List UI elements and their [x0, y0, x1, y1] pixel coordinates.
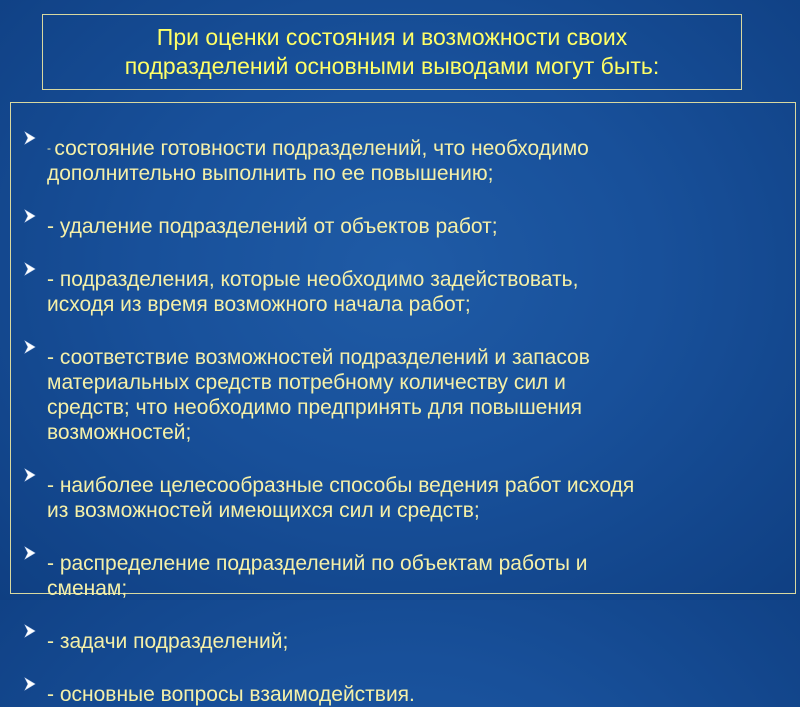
list-item: [21, 657, 785, 707]
bullet-text: - наиболее целесообразные способы ведения работ исходя из возможностей имеющихся сил и средств;: [47, 474, 635, 522]
arrow-bullet-icon: [23, 117, 37, 131]
bullet-list: [11, 103, 795, 707]
arrow-bullet-icon: [23, 248, 37, 262]
arrow-bullet-icon: [23, 532, 37, 546]
arrow-bullet-icon: [23, 326, 37, 340]
arrow-bullet-icon: [23, 195, 37, 209]
list-item: [21, 526, 785, 601]
list-item: [21, 604, 785, 654]
arrow-bullet-icon: [23, 454, 37, 468]
title-box: [42, 14, 742, 90]
bullet-text: - распределение подразделений по объектам работы и сменам;: [47, 552, 588, 600]
bullet-text: - основные вопросы взаимодействия.: [47, 683, 415, 706]
list-item: [21, 242, 785, 317]
list-item: [21, 189, 785, 239]
bullet-text: - подразделения, которые необходимо задействовать, исходя из время возможного начала работ;: [47, 268, 579, 316]
slide-title: При оценки состояния и возможности своих подразделений основными выводами могут быть:: [124, 24, 660, 79]
arrow-bullet-icon: [23, 663, 37, 677]
arrow-bullet-icon: [23, 610, 37, 624]
bullet-prefix: -: [47, 141, 55, 155]
bullet-text: - задачи подразделений;: [47, 630, 289, 653]
bullet-text: состояние готовности подразделений, что необходимо дополнительно выполнить по ее повышению;: [47, 137, 589, 185]
content-box: [10, 102, 796, 706]
list-item: [21, 320, 785, 445]
bullet-text: - удаление подразделений от объектов работ;: [47, 215, 498, 238]
list-item: [21, 448, 785, 523]
list-item: [21, 111, 785, 186]
bullet-text: - соответствие возможностей подразделений и запасов материальных средств потребному количеству сил и средств; что необходимо предпринять для повышения возможностей;: [47, 346, 590, 444]
